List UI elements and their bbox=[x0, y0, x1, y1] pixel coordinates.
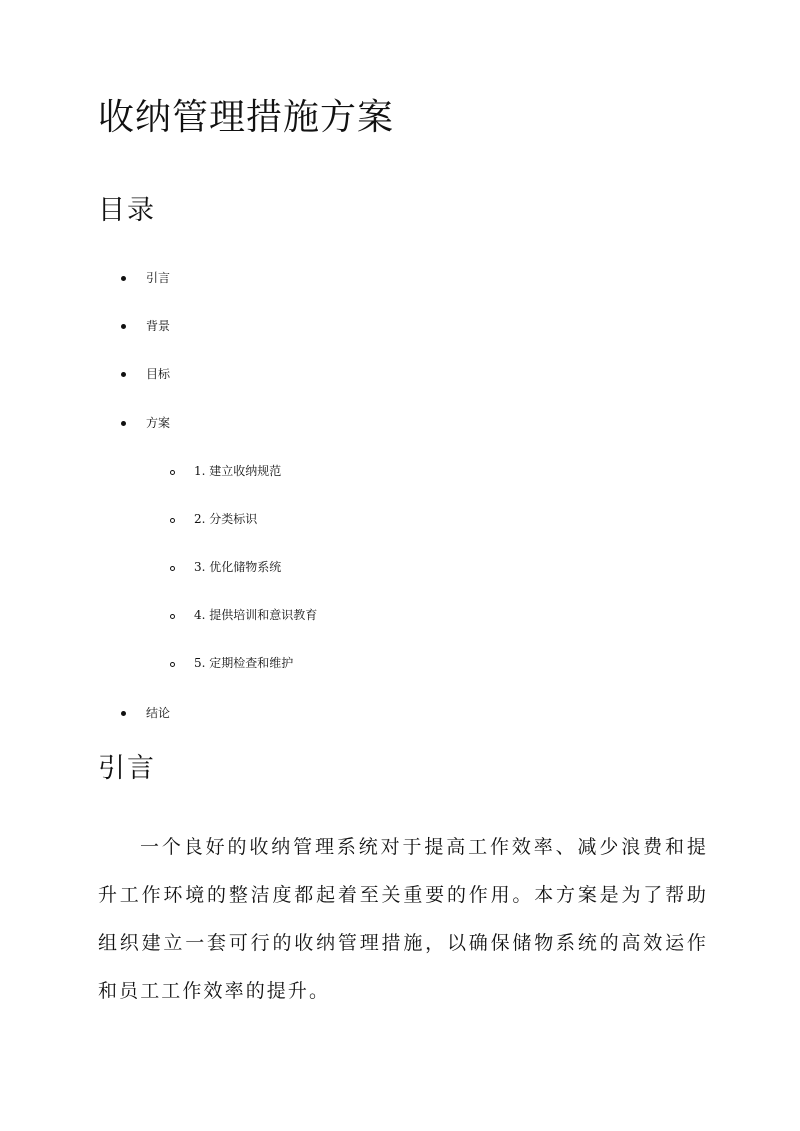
bullet-icon bbox=[121, 324, 126, 329]
toc-item-label: 5. 定期检查和维护 bbox=[194, 656, 294, 670]
bullet-icon bbox=[121, 711, 126, 716]
toc-item-label: 背景 bbox=[146, 319, 171, 333]
toc-item-label: 目标 bbox=[146, 367, 171, 381]
circle-bullet-icon bbox=[170, 566, 175, 571]
toc-item-label: 结论 bbox=[146, 706, 171, 720]
circle-bullet-icon bbox=[170, 518, 175, 523]
bullet-icon bbox=[121, 372, 126, 377]
toc-item-label: 1. 建立收纳规范 bbox=[194, 464, 282, 478]
circle-bullet-icon bbox=[170, 662, 175, 667]
bullet-icon bbox=[121, 421, 126, 426]
toc-item-label: 3. 优化储物系统 bbox=[194, 560, 282, 574]
toc-item-label: 引言 bbox=[146, 271, 171, 285]
toc-heading: 目录 bbox=[98, 195, 156, 226]
circle-bullet-icon bbox=[170, 470, 175, 475]
intro-paragraph: 一个良好的收纳管理系统对于提高工作效率、减少浪费和提升工作环境的整洁度都起着至关重要的作用。本方案是为了帮助组织建立一套可行的收纳管理措施，以确保储物系统的高效运作和员工工作效率的提升。 bbox=[98, 836, 708, 1002]
toc-item-label: 方案 bbox=[146, 416, 171, 430]
toc-item-label: 4. 提供培训和意识教育 bbox=[194, 608, 318, 622]
bullet-icon bbox=[121, 276, 126, 281]
intro-heading: 引言 bbox=[98, 753, 156, 784]
document-title: 收纳管理措施方案 bbox=[98, 97, 395, 138]
circle-bullet-icon bbox=[170, 614, 175, 619]
toc-item-label: 2. 分类标识 bbox=[194, 512, 258, 526]
